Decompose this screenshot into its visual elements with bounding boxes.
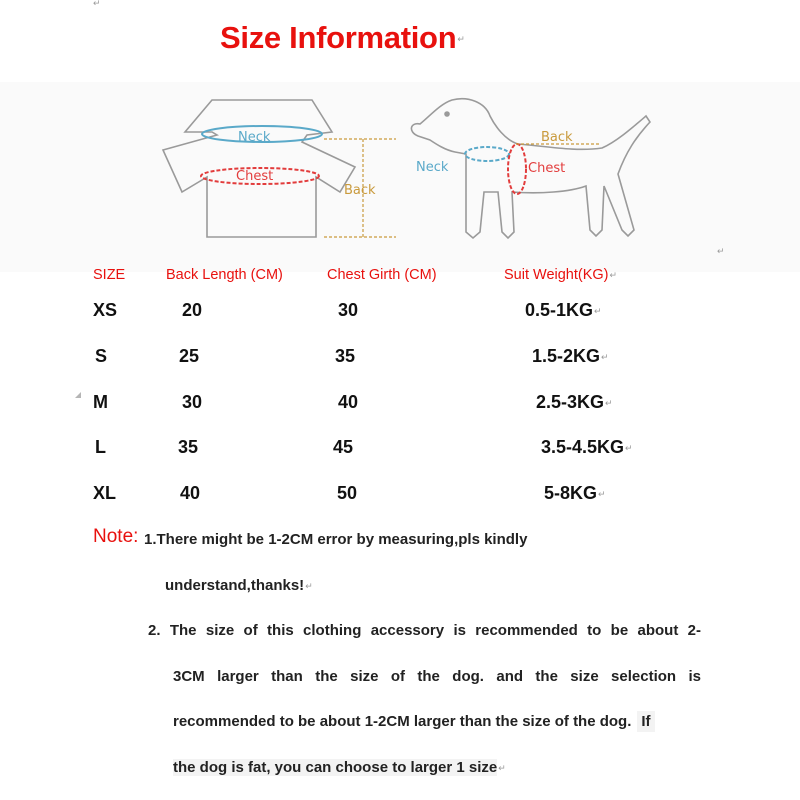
note-2-line-3: recommended to be about 1-2CM larger than the size of the dog. If — [173, 713, 655, 730]
dog-neck-measure — [465, 147, 509, 161]
page-title: Size Information↵ — [220, 20, 465, 55]
note-1-line-2: understand,thanks!↵ — [165, 577, 313, 594]
measurement-diagram — [0, 82, 800, 272]
row-m-weight: 2.5-3KG↵ — [536, 392, 613, 412]
row-m-chest: 40 — [338, 392, 359, 412]
note-2-line-2: 3CM larger than the size of the dog. and the size selection is — [173, 668, 701, 685]
paragraph-mark: ↵ — [717, 246, 725, 256]
row-s-chest: 35 — [335, 346, 356, 366]
measurement-diagram-svg — [0, 82, 800, 272]
shirt-back-label: Back — [344, 183, 376, 198]
header-back-length: Back Length (CM) — [166, 267, 283, 283]
note-label: Note: — [93, 526, 139, 547]
dog-neck-label: Neck — [416, 160, 449, 175]
row-s-size: S — [95, 346, 108, 366]
row-s-back: 25 — [179, 346, 200, 366]
row-xs-back: 20 — [182, 300, 203, 320]
row-xl-weight: 5-8KG↵ — [544, 483, 606, 503]
shirt-neck-label: Neck — [238, 130, 271, 145]
dog-chest-measure — [508, 144, 526, 194]
row-xs-chest: 30 — [338, 300, 359, 320]
paragraph-mark: ↵ — [93, 0, 101, 8]
row-l-weight: 3.5-4.5KG↵ — [541, 437, 633, 457]
dog-back-label: Back — [541, 130, 573, 145]
row-l-back: 35 — [178, 437, 199, 457]
row-l-chest: 45 — [333, 437, 354, 457]
row-s-weight: 1.5-2KG↵ — [532, 346, 609, 366]
row-xl-chest: 50 — [337, 483, 358, 503]
row-xs-weight: 0.5-1KG↵ — [525, 300, 602, 320]
note-2-line-1: 2. The size of this clothing accessory is recommended to be about 2- — [148, 622, 701, 639]
row-marker — [75, 392, 81, 398]
row-xl-size: XL — [93, 483, 117, 503]
row-m-size: M — [93, 392, 108, 412]
row-xs-size: XS — [93, 300, 118, 320]
header-size: SIZE — [93, 267, 126, 283]
row-m-back: 30 — [182, 392, 203, 412]
dog-chest-label: Chest — [528, 161, 566, 176]
note-2-line-4: the dog is fat, you can choose to larger 1 size↵ — [173, 759, 506, 776]
header-suit-weight: Suit Weight(KG)↵ — [504, 267, 618, 283]
row-xl-back: 40 — [180, 483, 201, 503]
row-l-size: L — [95, 437, 106, 457]
shirt-chest-label: Chest — [236, 169, 274, 184]
header-chest-girth: Chest Girth (CM) — [327, 267, 437, 283]
note-1-line-1: 1.There might be 1-2CM error by measuring,pls kindly — [144, 531, 528, 548]
